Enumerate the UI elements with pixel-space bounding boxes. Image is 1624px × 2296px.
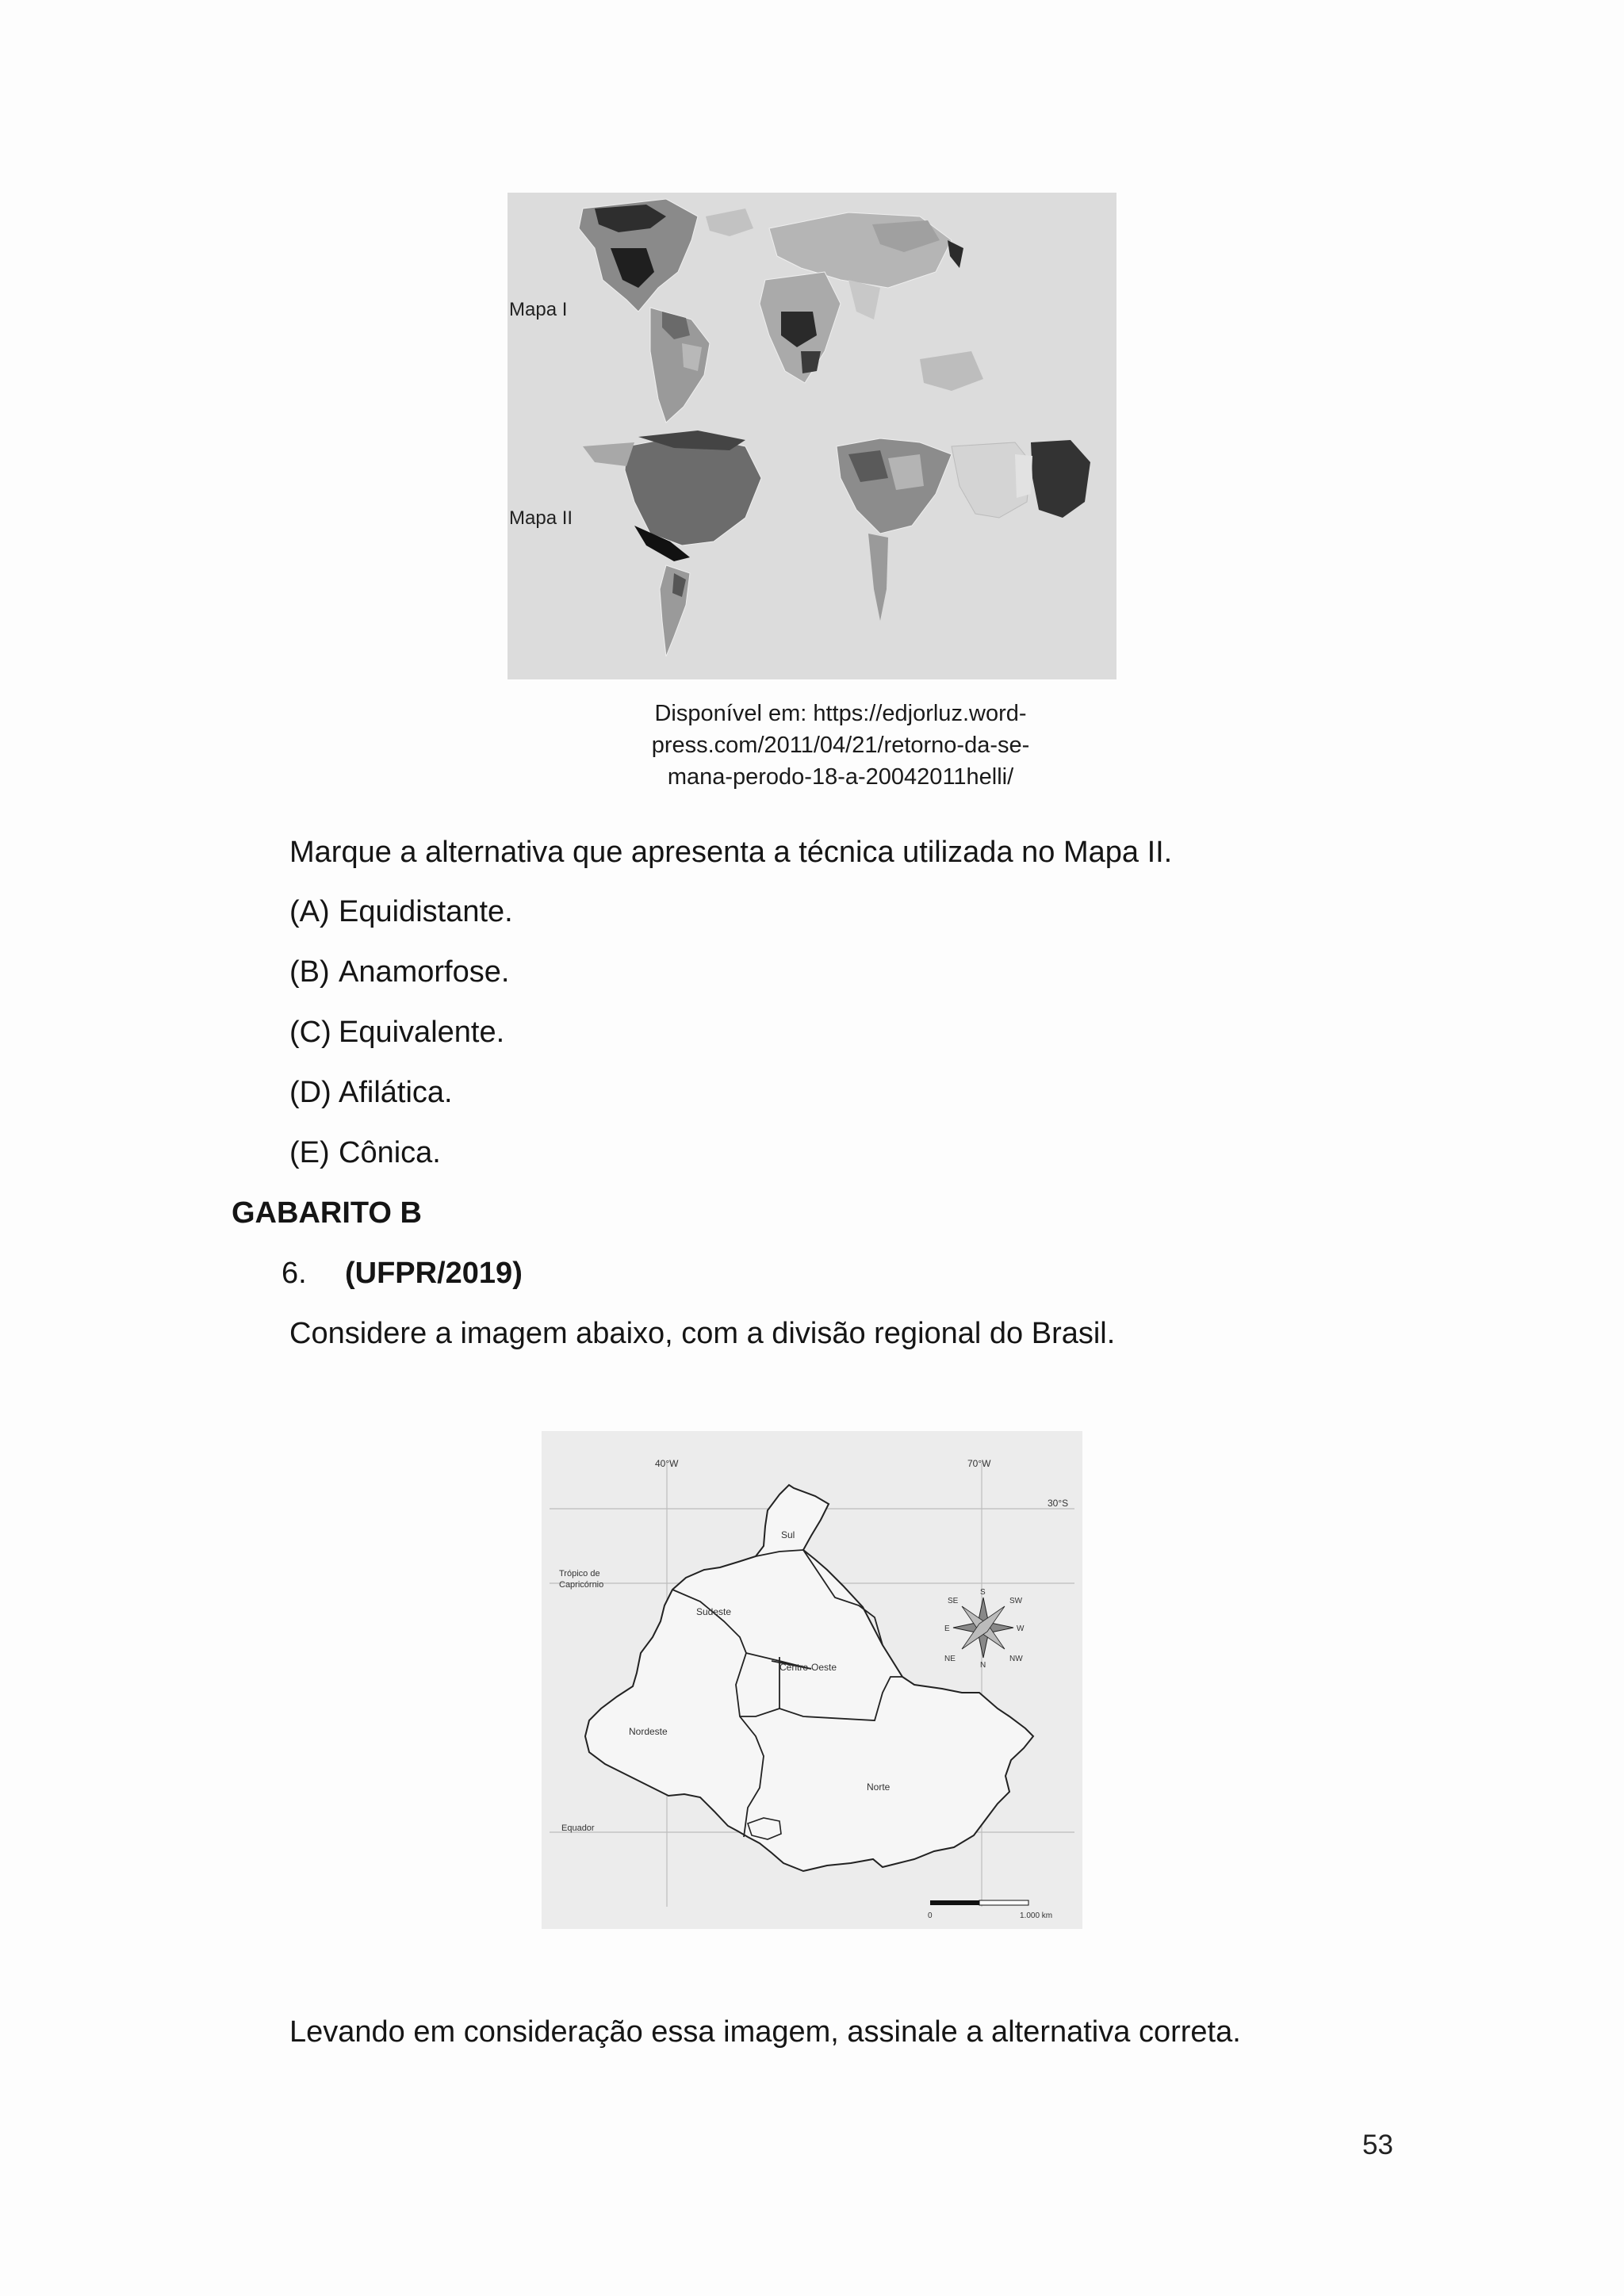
caption-line: mana-perodo-18-a-20042011helli/ (667, 764, 1014, 790)
question-6-number: 6. (282, 1257, 307, 1290)
map-1-world (579, 199, 983, 423)
option-letter: (D) (289, 1076, 331, 1109)
region-label-sul: Sul (781, 1529, 795, 1540)
scale-label-end: 1.000 km (1020, 1911, 1053, 1920)
compass-label: S (980, 1588, 986, 1597)
compass-label: E (944, 1624, 950, 1633)
question-6-source: (UFPR/2019) (345, 1257, 523, 1290)
compass-label: NE (944, 1655, 956, 1663)
option-a (289, 894, 513, 930)
option-d (289, 1074, 453, 1111)
map-1-label: Mapa I (509, 299, 568, 320)
tropic-label: Capricórnio (559, 1580, 604, 1590)
option-b (289, 954, 509, 990)
region-label-norte: Norte (867, 1781, 891, 1793)
map-2-label: Mapa II (509, 507, 573, 529)
brazil-outline (585, 1485, 1033, 1871)
scale-label-start: 0 (928, 1911, 933, 1920)
option-letter: (A) (289, 895, 330, 928)
region-label-nordeste: Nordeste (629, 1726, 668, 1737)
longitude-label-70w: 70°W (967, 1458, 991, 1469)
option-text: Afilática. (339, 1076, 453, 1109)
option-text: Equivalente. (339, 1016, 505, 1049)
option-text: Cônica. (339, 1136, 441, 1169)
option-letter: (E) (289, 1136, 330, 1169)
compass-label: NW (1009, 1655, 1023, 1663)
question-5-prompt: Marque a alternativa que apresenta a técnica utilizada no Mapa II. (289, 836, 1173, 869)
compass-label: SW (1009, 1597, 1023, 1605)
world-maps-figure (508, 193, 1116, 679)
option-text: Equidistante. (339, 895, 513, 928)
tropic-label: Trópico de (559, 1569, 600, 1578)
brazil-regions-map (542, 1431, 1082, 1929)
question-6-followup: Levando em consideração essa imagem, assinale a alternativa correta. (289, 2015, 1241, 2049)
page-number: 53 (1362, 2130, 1393, 2160)
figure-caption (555, 698, 1126, 793)
compass-label: N (980, 1661, 986, 1670)
option-text: Anamorfose. (339, 955, 510, 989)
answer-key: GABARITO B (232, 1196, 422, 1230)
caption-line: press.com/2011/04/21/retorno-da-se- (651, 733, 1030, 758)
map-2-cartogram (583, 430, 1090, 656)
latitude-label-30s: 30°S (1048, 1498, 1069, 1509)
equator-label: Equador (561, 1823, 595, 1833)
option-c (289, 1014, 504, 1050)
compass-rose-icon (953, 1598, 1013, 1658)
option-letter: (B) (289, 955, 330, 989)
region-label-sudeste: Sudeste (696, 1606, 732, 1617)
region-label-centro-oeste: Centro-Oeste (779, 1662, 837, 1673)
compass-label: SE (948, 1597, 959, 1605)
option-letter: (C) (289, 1016, 331, 1049)
longitude-label-40w: 40°W (655, 1458, 679, 1469)
scale-bar (930, 1900, 1028, 1905)
option-e (289, 1135, 441, 1171)
caption-line: Disponível em: https://edjorluz.word- (654, 701, 1027, 726)
question-6-prompt: Considere a imagem abaixo, com a divisão regional do Brasil. (289, 1317, 1116, 1350)
compass-label: W (1017, 1624, 1025, 1633)
